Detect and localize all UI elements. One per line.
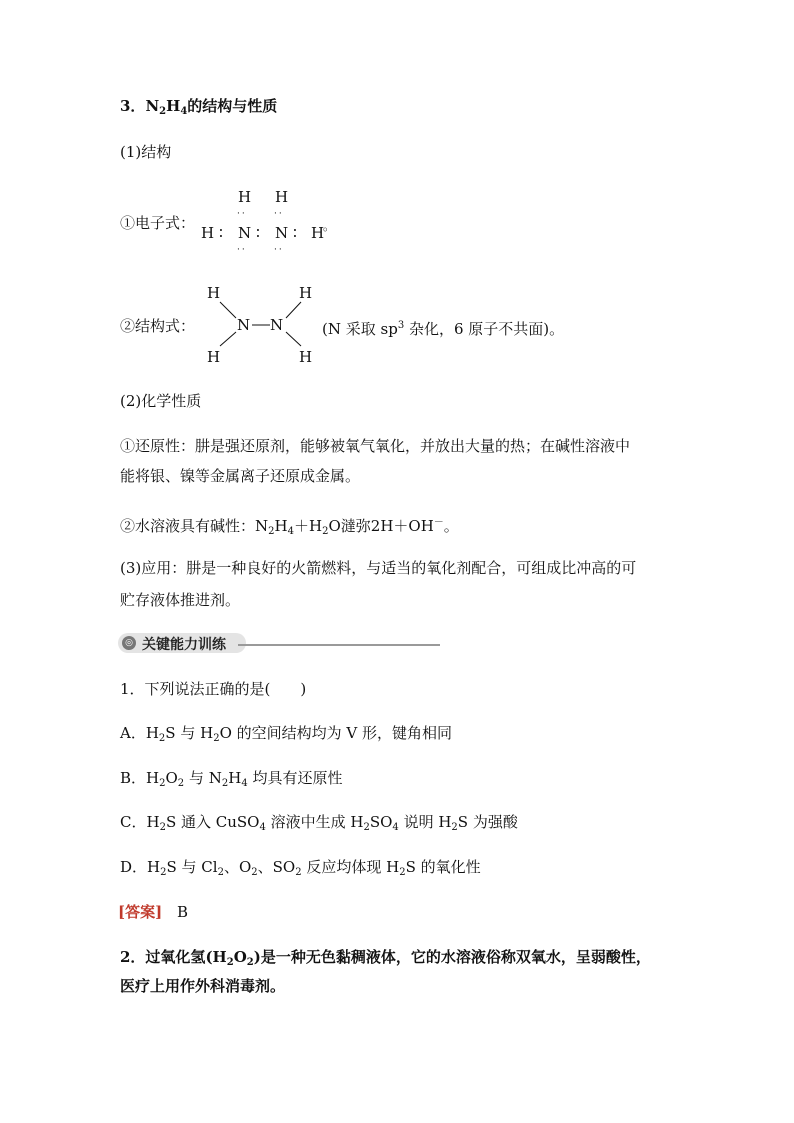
banner-label: 关键能力训练 — [142, 637, 226, 653]
reducibility-line-1: ①还原性：肼是强还原剂，能够被氧气氧化，并放出大量的热；在碱性溶液中 — [120, 437, 631, 455]
chem-properties-heading: (2)化学性质 — [120, 392, 202, 410]
electron-dots-top-1: ·· — [237, 209, 247, 219]
atom-n-right: N — [270, 316, 284, 334]
structural-formula-diagram — [200, 282, 320, 370]
electron-colon-2: ∶ — [256, 224, 260, 242]
question-2-line-2: 医疗上用作外科消毒剂。 — [120, 977, 286, 995]
atom-n-left: N — [237, 316, 251, 334]
atom-n-1: N — [238, 224, 252, 242]
electron-colon-3: ∶ — [293, 224, 297, 242]
electron-dots-bottom-1: ·· — [237, 245, 247, 255]
electron-formula-diagram — [198, 186, 348, 266]
hybridization-note: (N 采取 $sp^3$ 杂化，6 原子不共面)。 — [322, 320, 565, 338]
banner-rule — [238, 644, 440, 646]
electron-formula-label: ①电子式： — [120, 214, 196, 232]
question-1-option-c: C．$H_2S$ 通入 CuSO$_4$ 溶液中生成 $H_2SO_4$ 说明 $H_2S$ 为强酸 — [120, 813, 518, 833]
key-skills-banner — [118, 633, 440, 655]
application-line-1: (3)应用：肼是一种良好的火箭燃料，与适当的氧化剂配合，可组成比冲高的可 — [120, 559, 637, 577]
application-line-2: 贮存液体推进剂。 — [120, 591, 241, 609]
circle-arrow-icon: ◎ — [122, 636, 136, 650]
atom-h-right: H — [311, 224, 325, 242]
answer-value: B — [176, 903, 189, 921]
atom-h-upper-left: H — [207, 284, 221, 302]
question-1-stem: 1．下列说法正确的是( ) — [120, 680, 307, 698]
electron-formula-tail: 。 — [323, 219, 336, 233]
atom-n-2: N — [275, 224, 289, 242]
electron-dots-bottom-2: ·· — [274, 245, 284, 255]
atom-h-lower-left: H — [207, 348, 221, 366]
question-1-option-b: B．$H_2O_2$ 与 $N_2H_4$ 均具有还原性 — [120, 769, 343, 789]
question-1-answer — [118, 902, 188, 922]
alkalinity-equation: ②水溶液具有碱性：$N_2H_4+H_2O$澾弥2H＋OH－。 — [120, 517, 459, 537]
electron-dots-top-2: ·· — [274, 209, 284, 219]
answer-tag: [答案] — [118, 903, 163, 921]
section-title: 3．$N_2H_4$的结构与性质 — [120, 97, 278, 117]
electron-colon-1: ∶ — [219, 224, 223, 242]
question-1-option-d: D．$H_2S$ 与 $Cl_2$、$O_2$、$SO_2$ 反应均体现 $H_2S$ 的氧化性 — [120, 858, 481, 878]
structural-formula-label: ②结构式： — [120, 317, 196, 335]
question-2-line-1: 2．过氧化氢$(H_2O_2)$是一种无色黏稠液体，它的水溶液俗称双氧水，呈弱酸性， — [120, 948, 651, 968]
atom-h-upper-right: H — [299, 284, 313, 302]
atom-h-left: H — [201, 224, 215, 242]
structure-heading: (1)结构 — [120, 143, 172, 161]
reducibility-line-2: 能将银、镍等金属离子还原成金属。 — [120, 467, 361, 485]
atom-h-top-2: H — [275, 188, 289, 206]
atom-h-top-1: H — [238, 188, 252, 206]
atom-h-lower-right: H — [299, 348, 313, 366]
question-1-option-a: A．$H_2S$ 与 $H_2O$ 的空间结构均为 V 形，键角相同 — [120, 724, 453, 744]
